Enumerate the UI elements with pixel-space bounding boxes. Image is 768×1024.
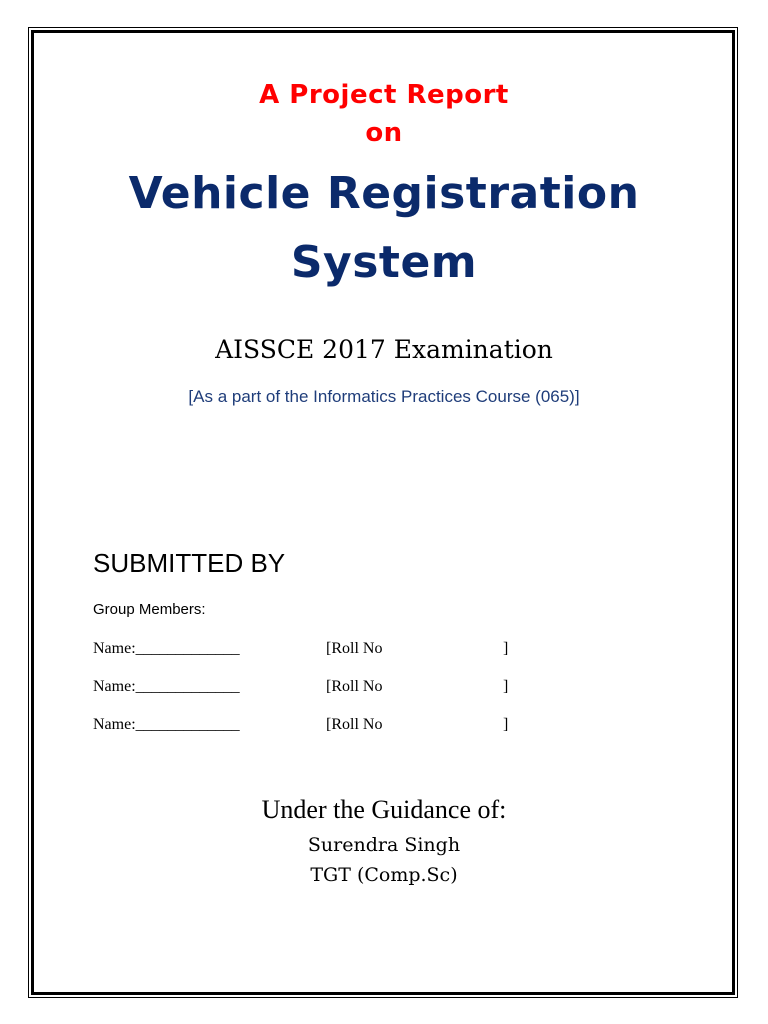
member-roll-label: [Roll No [326,716,383,733]
course-note: [As a part of the Informatics Practices Course (065)] [188,387,580,406]
member-name-field: Name:_____________ [93,716,240,733]
project-title-line2: System [290,237,478,288]
member-row [93,716,523,738]
member-name-field: Name:_____________ [93,678,240,695]
project-title-line1: Vehicle Registration [128,168,640,219]
member-row [93,678,523,700]
member-roll-close: ] [503,716,509,733]
member-roll-close: ] [503,678,509,695]
member-roll-label: [Roll No [326,640,383,657]
member-row [93,640,523,662]
guide-role: TGT (Comp.Sc) [310,864,458,886]
guide-name: Surendra Singh [307,834,461,856]
exam-name: AISSCE 2017 Examination [215,335,553,364]
member-name-field: Name:_____________ [93,640,240,657]
member-roll-close: ] [503,640,509,657]
submitted-by-heading: SUBMITTED BY [93,548,286,578]
on-label: on [365,118,403,148]
member-roll-label: [Roll No [326,678,383,695]
group-members-label: Group Members: [93,601,206,618]
guidance-heading: Under the Guidance of: [261,795,507,824]
report-label: A Project Report [259,80,509,110]
